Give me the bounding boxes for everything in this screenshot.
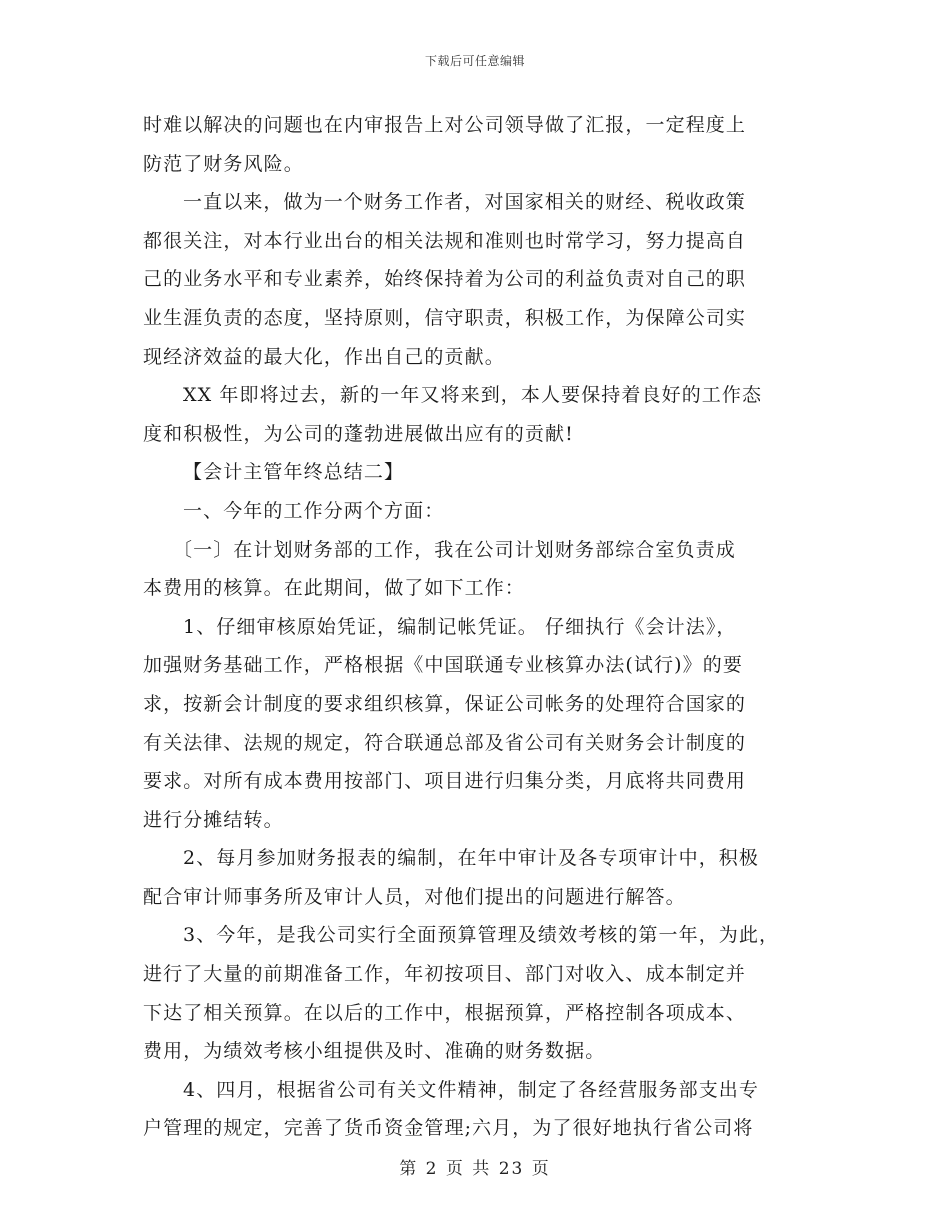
page-number-footer: 第 2 页 共 23 页: [399, 1159, 551, 1179]
text-line: 进行分摊结转。: [143, 808, 284, 831]
text-line: 时难以解决的问题也在内审报告上对公司领导做了汇报，一定程度上: [143, 114, 747, 136]
text-line: 现经济效益的最大化，作出自己的贡献。: [143, 345, 505, 368]
text-line: 加强财务基础工作，严格根据《中国联通专业核算办法(试行)》的要: [143, 654, 743, 677]
text-line: 要求。对所有成本费用按部门、项目进行归集分类，月底将共同费用: [143, 770, 747, 793]
text-line: 进行了大量的前期准备工作，年初按项目、部门对收入、成本制定并: [143, 963, 747, 986]
section-heading: 【会计主管年终总结二】: [183, 461, 405, 484]
text-line: 己的业务水平和专业素养，始终保持着为公司的利益负责对自己的职: [143, 268, 747, 291]
paragraph-start: 1、仔细审核原始凭证，编制记帐凭证。 仔细执行《会计法》，: [183, 615, 737, 638]
paragraph-start: 2、每月参加财务报表的编制，在年中审计及各专项审计中，积极: [183, 847, 759, 870]
subsection-heading: 一、今年的工作分两个方面：: [183, 499, 445, 522]
text-line: 下达了相关预算。在以后的工作中，根据预算，严格控制各项成本、: [143, 1001, 747, 1024]
text-line: 有关法律、法规的规定，符合联通总部及省公司有关财务会计制度的: [143, 731, 747, 754]
paragraph-start: 一直以来，做为一个财务工作者，对国家相关的财经、税收政策: [183, 191, 746, 214]
text-line: 都很关注，对本行业出台的相关法规和准则也时常学习，努力提高自: [143, 229, 747, 252]
text-line: 本费用的核算。在此期间，做了如下工作：: [143, 577, 525, 600]
paragraph-start: 〔一〕在计划财务部的工作，我在公司计划财务部综合室负责成: [173, 538, 736, 561]
text-line: 配合审计师事务所及审计人员，对他们提出的问题进行解答。: [143, 885, 686, 908]
paragraph-start: XX 年即将过去，新的一年又将来到，本人要保持着良好的工作态: [183, 384, 763, 407]
text-line: 户管理的规定，完善了货币资金管理;六月，为了很好地执行省公司将: [143, 1117, 754, 1140]
text-line: 业生涯负责的态度，坚持原则，信守职责，积极工作，为保障公司实: [143, 306, 747, 329]
paragraph-start: 4、四月，根据省公司有关文件精神，制定了各经营服务部支出专: [183, 1078, 759, 1101]
page-header-note: 下载后可任意编辑: [424, 54, 525, 68]
text-line: 费用，为绩效考核小组提供及时、准确的财务数据。: [143, 1040, 606, 1063]
text-line: 求，按新会计制度的要求组织核算，保证公司帐务的处理符合国家的: [143, 692, 747, 715]
paragraph-start: 3、今年，是我公司实行全面预算管理及绩效考核的第一年，为此，: [183, 924, 780, 947]
text-line: 度和积极性，为公司的蓬勃进展做出应有的贡献!: [143, 422, 574, 445]
text-line: 防范了财务风险。: [143, 152, 304, 175]
document-body: [143, 106, 823, 1148]
